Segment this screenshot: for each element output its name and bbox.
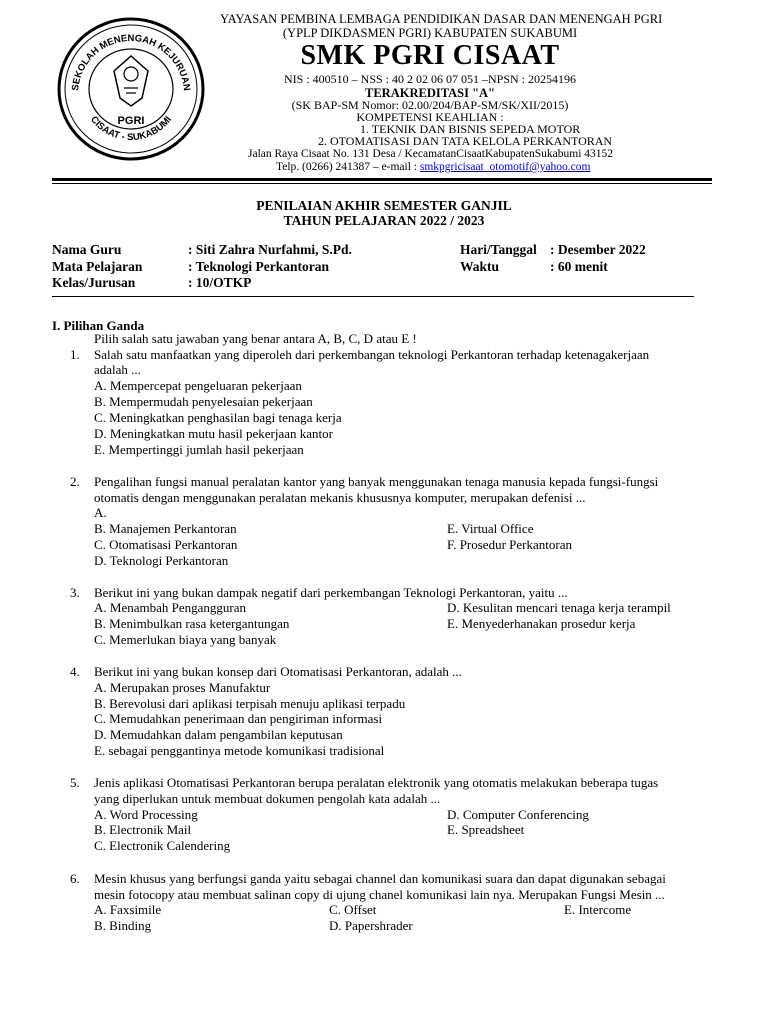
option-a: A. Merupakan proses Manufaktur [94, 680, 271, 695]
time-value: : 60 menit [550, 259, 608, 274]
question-text: Jenis aplikasi Otomatisasi Perkantoran berupa peralatan elektronik yang otomatis melakukan beberapa tugas [94, 775, 659, 790]
school-name: SMK PGRI CISAAT [300, 40, 560, 71]
option-c: C. Otomatisasi Perkantoran [94, 537, 238, 552]
option-a: A. [94, 505, 107, 520]
option-d: D. Kesulitan mencari tenaga kerja terampil [447, 600, 671, 615]
question-text: adalah ... [94, 362, 141, 377]
date-value: : Desember 2022 [550, 242, 646, 257]
date-label: Hari/Tanggal [460, 242, 537, 257]
teacher-value: : Siti Zahra Nurfahmi, S.Pd. [188, 242, 352, 257]
option-d: D. Papershrader [329, 918, 413, 933]
option-c: C. Memudahkan penerimaan dan pengiriman informasi [94, 711, 383, 726]
option-b: B. Menimbulkan rasa ketergantungan [94, 616, 290, 631]
foundation-name: YAYASAN PEMBINA LEMBAGA PENDIDIKAN DASAR DAN MENENGAH PGRI [220, 12, 663, 26]
option-c: C. Memerlukan biaya yang banyak [94, 632, 277, 647]
subject-label: Mata Pelajaran [52, 259, 143, 274]
option-b: B. Mempermudah penyelesaian pekerjaan [94, 394, 313, 409]
class-value: : 10/OTKP [188, 275, 252, 290]
option-c: C. Offset [329, 902, 377, 917]
question-text: Pengalihan fungsi manual peralatan kantor yang banyak menggunakan tenaga manusia kepada fungsi-fungsi [94, 474, 659, 489]
question-number: 1. [70, 347, 80, 362]
question-text: Mesin khusus yang berfungsi ganda yaitu sebagai channel dan komunikasi suara dan dapat digunakan sebagai [94, 871, 666, 886]
option-e: E. Mempertinggi jumlah hasil pekerjaan [94, 442, 304, 457]
school-contact [276, 160, 590, 175]
option-d: D. Meningkatkan mutu hasil pekerjaan kantor [94, 426, 333, 441]
question-text: mesin fotocopy atau membuat salinan copy di ujung chanel komunikasi lain nya. Merupakan Fungsi Mesin ... [94, 887, 665, 902]
option-e: E. Virtual Office [447, 521, 534, 536]
email-link[interactable]: smkpgricisaat_otomotif@yahoo.com [419, 161, 591, 173]
option-e: E. Intercome [564, 902, 632, 917]
question-number: 5. [70, 775, 80, 790]
option-e: E. Spreadsheet [447, 822, 525, 837]
exam-year: TAHUN PELAJARAN 2022 / 2023 [283, 213, 485, 228]
header-divider-thick [52, 178, 712, 181]
question-number: 6. [70, 871, 80, 886]
logo-ring-text: SEKOLAH MENENGAH KEJURUAN [70, 32, 192, 92]
competency-1: 1. TEKNIK DAN BISNIS SEPEDA MOTOR [360, 122, 581, 136]
option-b: B. Electronik Mail [94, 822, 192, 837]
option-e: E. sebagai penggantinya metode komunikasi tradisional [94, 743, 385, 758]
question-text: Berikut ini yang bukan konsep dari Otomatisasi Perkantoran, adalah ... [94, 664, 462, 679]
option-a: A. Faxsimile [94, 902, 162, 917]
letterhead [220, 12, 663, 182]
time-label: Waktu [460, 259, 500, 274]
section-instruction: Pilih salah satu jawaban yang benar antara A, B, C, D atau E ! [94, 331, 417, 346]
option-a: A. Word Processing [94, 807, 198, 822]
option-e: E. Menyederhanakan prosedur kerja [447, 616, 636, 631]
option-a: A. Mempercepat pengeluaran pekerjaan [94, 378, 302, 393]
contact-text: Telp. (0266) 241387 – e-mail : [276, 161, 420, 173]
option-d: D. Computer Conferencing [447, 807, 589, 822]
option-f: F. Prosedur Perkantoran [447, 537, 572, 552]
school-ids: NIS : 400510 – NSS : 40 2 02 06 07 051 –NPSN : 20254196 [283, 72, 577, 86]
logo-bottom-text: CISAAT - SUKABUMI [88, 114, 174, 144]
info-divider [52, 296, 694, 297]
option-b: B. Manajemen Perkantoran [94, 521, 237, 536]
option-d: D. Memudahkan dalam pengambilan keputusan [94, 727, 343, 742]
question-number: 4. [70, 664, 80, 679]
option-b: B. Berevolusi dari aplikasi terpisah menuju aplikasi terpadu [94, 696, 406, 711]
option-c: C. Electronik Calendering [94, 838, 231, 853]
question-number: 3. [70, 585, 80, 600]
school-logo [56, 16, 206, 162]
question-text: Berikut ini yang bukan dampak negatif dari perkembangan Teknologi Perkantoran, yaitu ... [94, 585, 568, 600]
question-text: otomatis dengan menggunakan peralatan mekanis khususnya komputer, merupakan defenisi ... [94, 490, 586, 505]
accreditation-sk: (SK BAP-SM Nomor: 02.00/204/BAP-SM/SK/XII/2015) [291, 98, 569, 112]
section-title: I. Pilihan Ganda [52, 318, 145, 333]
question-number: 2. [70, 474, 80, 489]
option-d: D. Teknologi Perkantoran [94, 553, 229, 568]
option-c: C. Meningkatkan penghasilan bagi tenaga kerja [94, 410, 342, 425]
school-address: Jalan Raya Cisaat No. 131 Desa / KecamatanCisaatKabupatenSukabumi 43152 [248, 148, 614, 160]
accreditation: TERAKREDITASI "A" [365, 86, 495, 100]
competency-2: 2. OTOMATISASI DAN TATA KELOLA PERKANTORAN [318, 134, 613, 148]
logo-center-text: PGRI [117, 115, 145, 127]
school-seal-icon [56, 16, 206, 162]
subject-value: : Teknologi Perkantoran [188, 259, 330, 274]
question-text: Salah satu manfaatkan yang diperoleh dari perkembangan teknologi Perkantoran terhadap ketenagakerjaan [94, 347, 650, 362]
header-divider-thin [52, 183, 712, 184]
class-label: Kelas/Jurusan [52, 275, 136, 290]
teacher-label: Nama Guru [52, 242, 122, 257]
exam-title: PENILAIAN AKHIR SEMESTER GANJIL [256, 198, 512, 213]
foundation-sub: (YPLP DIKDASMEN PGRI) KABUPATEN SUKABUMI [282, 26, 578, 40]
question-text: yang diperlukan untuk membuat dokumen pengolah kata adalah ... [94, 791, 441, 806]
option-a: A. Menambah Pengangguran [94, 600, 246, 615]
competency-title: KOMPETENSI KEAHLIAN : [356, 110, 504, 124]
option-b: B. Binding [94, 918, 152, 933]
